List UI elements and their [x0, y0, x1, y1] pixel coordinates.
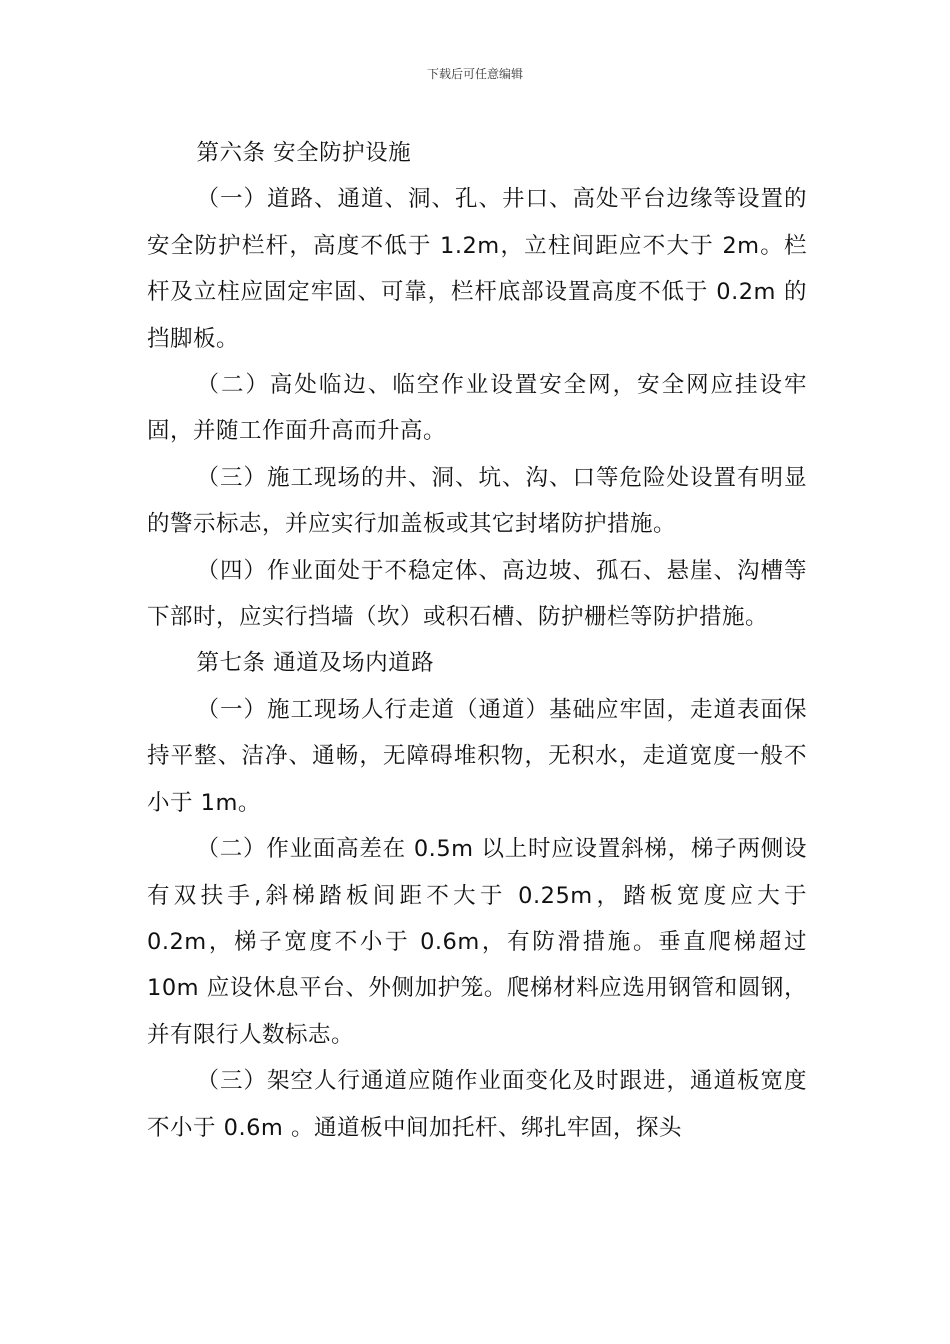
section-heading-article-6: 第六条 安全防护设施: [196, 140, 412, 166]
paragraph: （二）高处临边、临空作业设置安全网，安全网应挂设牢固，并随工作面升高而升高。: [147, 372, 807, 445]
page-header: 下载后可任意编辑: [426, 67, 523, 81]
document-body: [147, 130, 807, 1151]
paragraph: （三）架空人行通道应随作业面变化及时跟进，通道板宽度不小于 0.6m 。通道板中间加托杆、绑扎牢固，探头: [147, 1068, 807, 1141]
paragraph: （四）作业面处于不稳定体、高边坡、孤石、悬崖、沟槽等下部时，应实行挡墙（坎）或积石槽、防护栅栏等防护措施。: [147, 557, 807, 631]
paragraph: （一）施工现场人行走道（通道）基础应牢固，走道表面保持平整、洁净、通畅，无障碍堆积物，无积水，走道宽度一般不小于 1m。: [147, 696, 807, 816]
section-heading-article-7: 第七条 通道及场内道路: [196, 650, 435, 677]
paragraph: （二）作业面高差在 0.5m 以上时应设置斜梯，梯子两侧设有双扶手,斜梯踏板间距不大于 0.25m，踏板宽度应大于 0.2m，梯子宽度不小于 0.6m，有防滑措施。垂直爬梯超过 10m 应设休息平台、外侧加护笼。爬梯材料应选用钢管和圆钢，并有限行人数标志。: [147, 836, 807, 1048]
paragraph: （一）道路、通道、洞、孔、井口、高处平台边缘等设置的安全防护栏杆，高度不低于 1.2m，立柱间距应不大于 2m。栏杆及立柱应固定牢固、可靠，栏杆底部设置高度不低于 0.2m 的挡脚板。: [147, 186, 807, 352]
paragraph: （三）施工现场的井、洞、坑、沟、口等危险处设置有明显的警示标志，并应实行加盖板或其它封堵防护措施。: [147, 464, 807, 538]
